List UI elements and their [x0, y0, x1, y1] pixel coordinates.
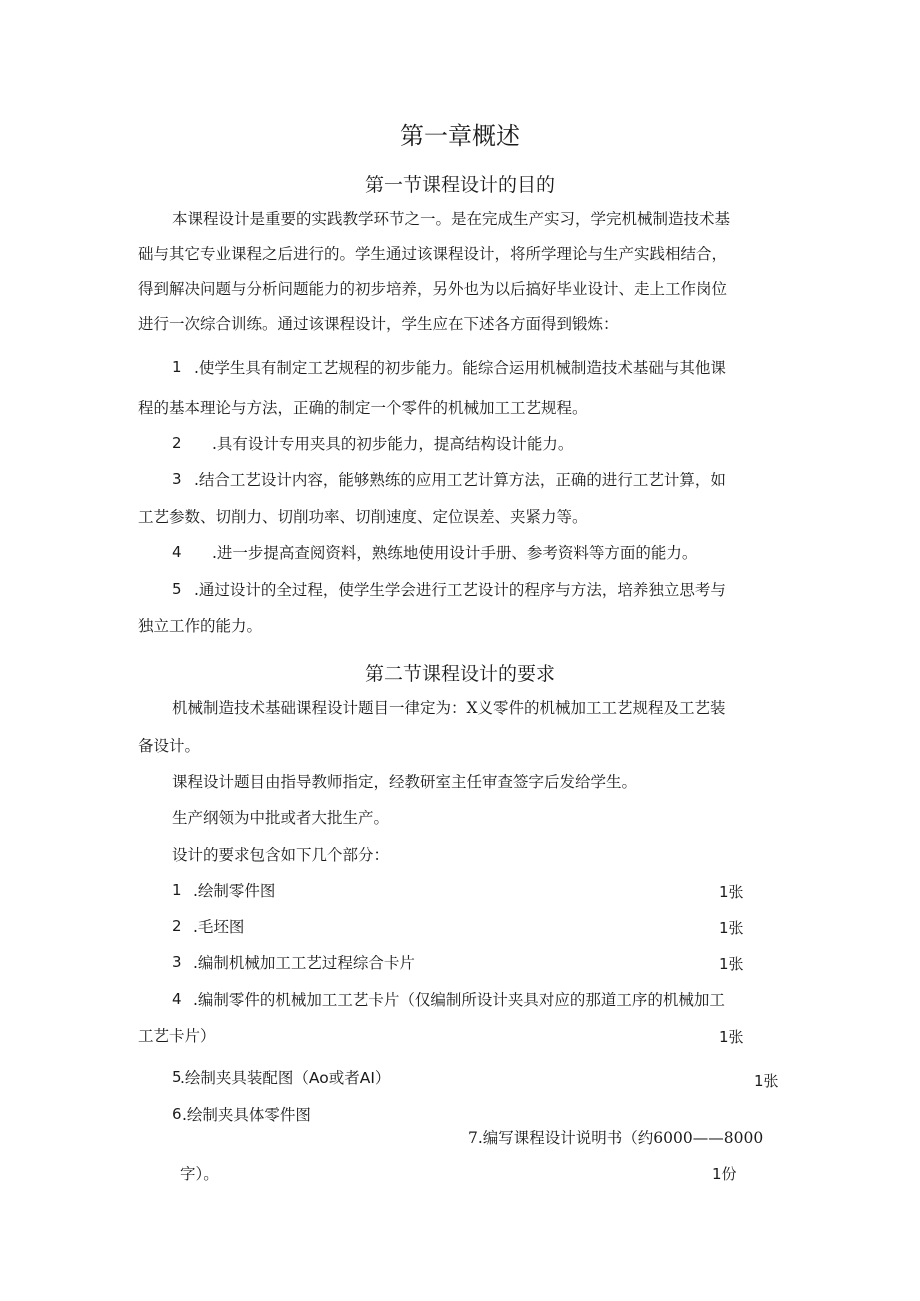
section-1-title: 第一节课程设计的目的 [364, 174, 555, 196]
req-count: 1张 [754, 1072, 779, 1090]
intro-line-3: 得到解决问题与分析问题能力的初步培养，另外也为以后搞好毕业设计、走上工作岗位 [138, 280, 728, 298]
item-number: 4 [172, 543, 182, 561]
item-text-continued: 独立工作的能力。 [138, 617, 263, 635]
item-number: 2 [172, 434, 182, 452]
req-number: 2 [172, 917, 182, 935]
item-text-continued: 程的基本理论与方法，正确的制定一个零件的机械加工工艺规程。 [138, 399, 588, 417]
para-topic-line-1: 机械制造技术基础课程设计题目一律定为：X义零件的机械加工工艺规程及工艺装 [172, 699, 726, 717]
req-number: 1 [172, 881, 182, 899]
item-text: .进一步提高查阅资料，熟练地使用设计手册、参考资料等方面的能力。 [212, 544, 698, 562]
req-count: 1张 [719, 883, 744, 901]
req-text-continued: 字）。 [180, 1165, 219, 1183]
item-number: 3 [172, 470, 182, 488]
item-text: .使学生具有制定工艺规程的初步能力。能综合运用机械制造技术基础与其他课 [194, 359, 726, 377]
item-number: 5 [172, 580, 182, 598]
section-2-title: 第二节课程设计的要求 [364, 663, 555, 685]
req-text: .绘制夹具体零件图 [182, 1106, 311, 1124]
item-text: .结合工艺设计内容，能够熟练的应用工艺计算方法，正确的进行工艺计算，如 [194, 471, 726, 489]
item-text: .通过设计的全过程，使学生学会进行工艺设计的程序与方法，培养独立思考与 [194, 581, 726, 599]
req-text: .编制零件的机械加工工艺卡片（仅编制所设计夹具对应的那道工序的机械加工 [193, 991, 725, 1009]
para-topic-line-2: 备设计。 [138, 737, 201, 755]
req-text: .毛坯图 [193, 918, 245, 936]
req-count: 1张 [719, 1028, 744, 1046]
req-text: 7.编写课程设计说明书（约6000——8000 [468, 1129, 764, 1147]
intro-line-1: 本课程设计是重要的实践教学环节之一。是在完成生产实习，学完机械制造技术基 [172, 210, 731, 228]
req-count: 1份 [712, 1165, 737, 1183]
req-count: 1张 [719, 919, 744, 937]
item-number: 1 [172, 358, 182, 376]
req-text-continued: 工艺卡片） [138, 1027, 216, 1045]
item-text-continued: 工艺参数、切削力、切削功率、切削速度、定位误差、夹紧力等。 [138, 508, 588, 526]
intro-line-4: 进行一次综合训练。通过该课程设计，学生应在下述各方面得到锻炼： [138, 315, 619, 333]
chapter-title: 第一章概述 [400, 122, 520, 150]
req-text: .绘制零件图 [193, 882, 276, 900]
req-count: 1张 [719, 955, 744, 973]
req-number: 5 [172, 1068, 182, 1086]
req-text: .编制机械加工工艺过程综合卡片 [193, 954, 415, 972]
intro-line-2: 础与其它专业课程之后进行的。学生通过该课程设计，将所学理论与生产实践相结合， [138, 245, 728, 263]
para-production: 生产纲领为中批或者大批生产。 [172, 809, 390, 827]
req-number: 3 [172, 953, 182, 971]
para-assignment: 课程设计题目由指导教师指定，经教研室主任审查签字后发给学生。 [172, 773, 638, 791]
req-text: .绘制夹具装配图（Ao或者AI） [180, 1069, 391, 1087]
req-number: 6 [172, 1105, 182, 1123]
req-number: 4 [172, 990, 182, 1008]
item-text: .具有设计专用夹具的初步能力，提高结构设计能力。 [212, 435, 574, 453]
para-requirements-intro: 设计的要求包含如下几个部分： [172, 846, 390, 864]
